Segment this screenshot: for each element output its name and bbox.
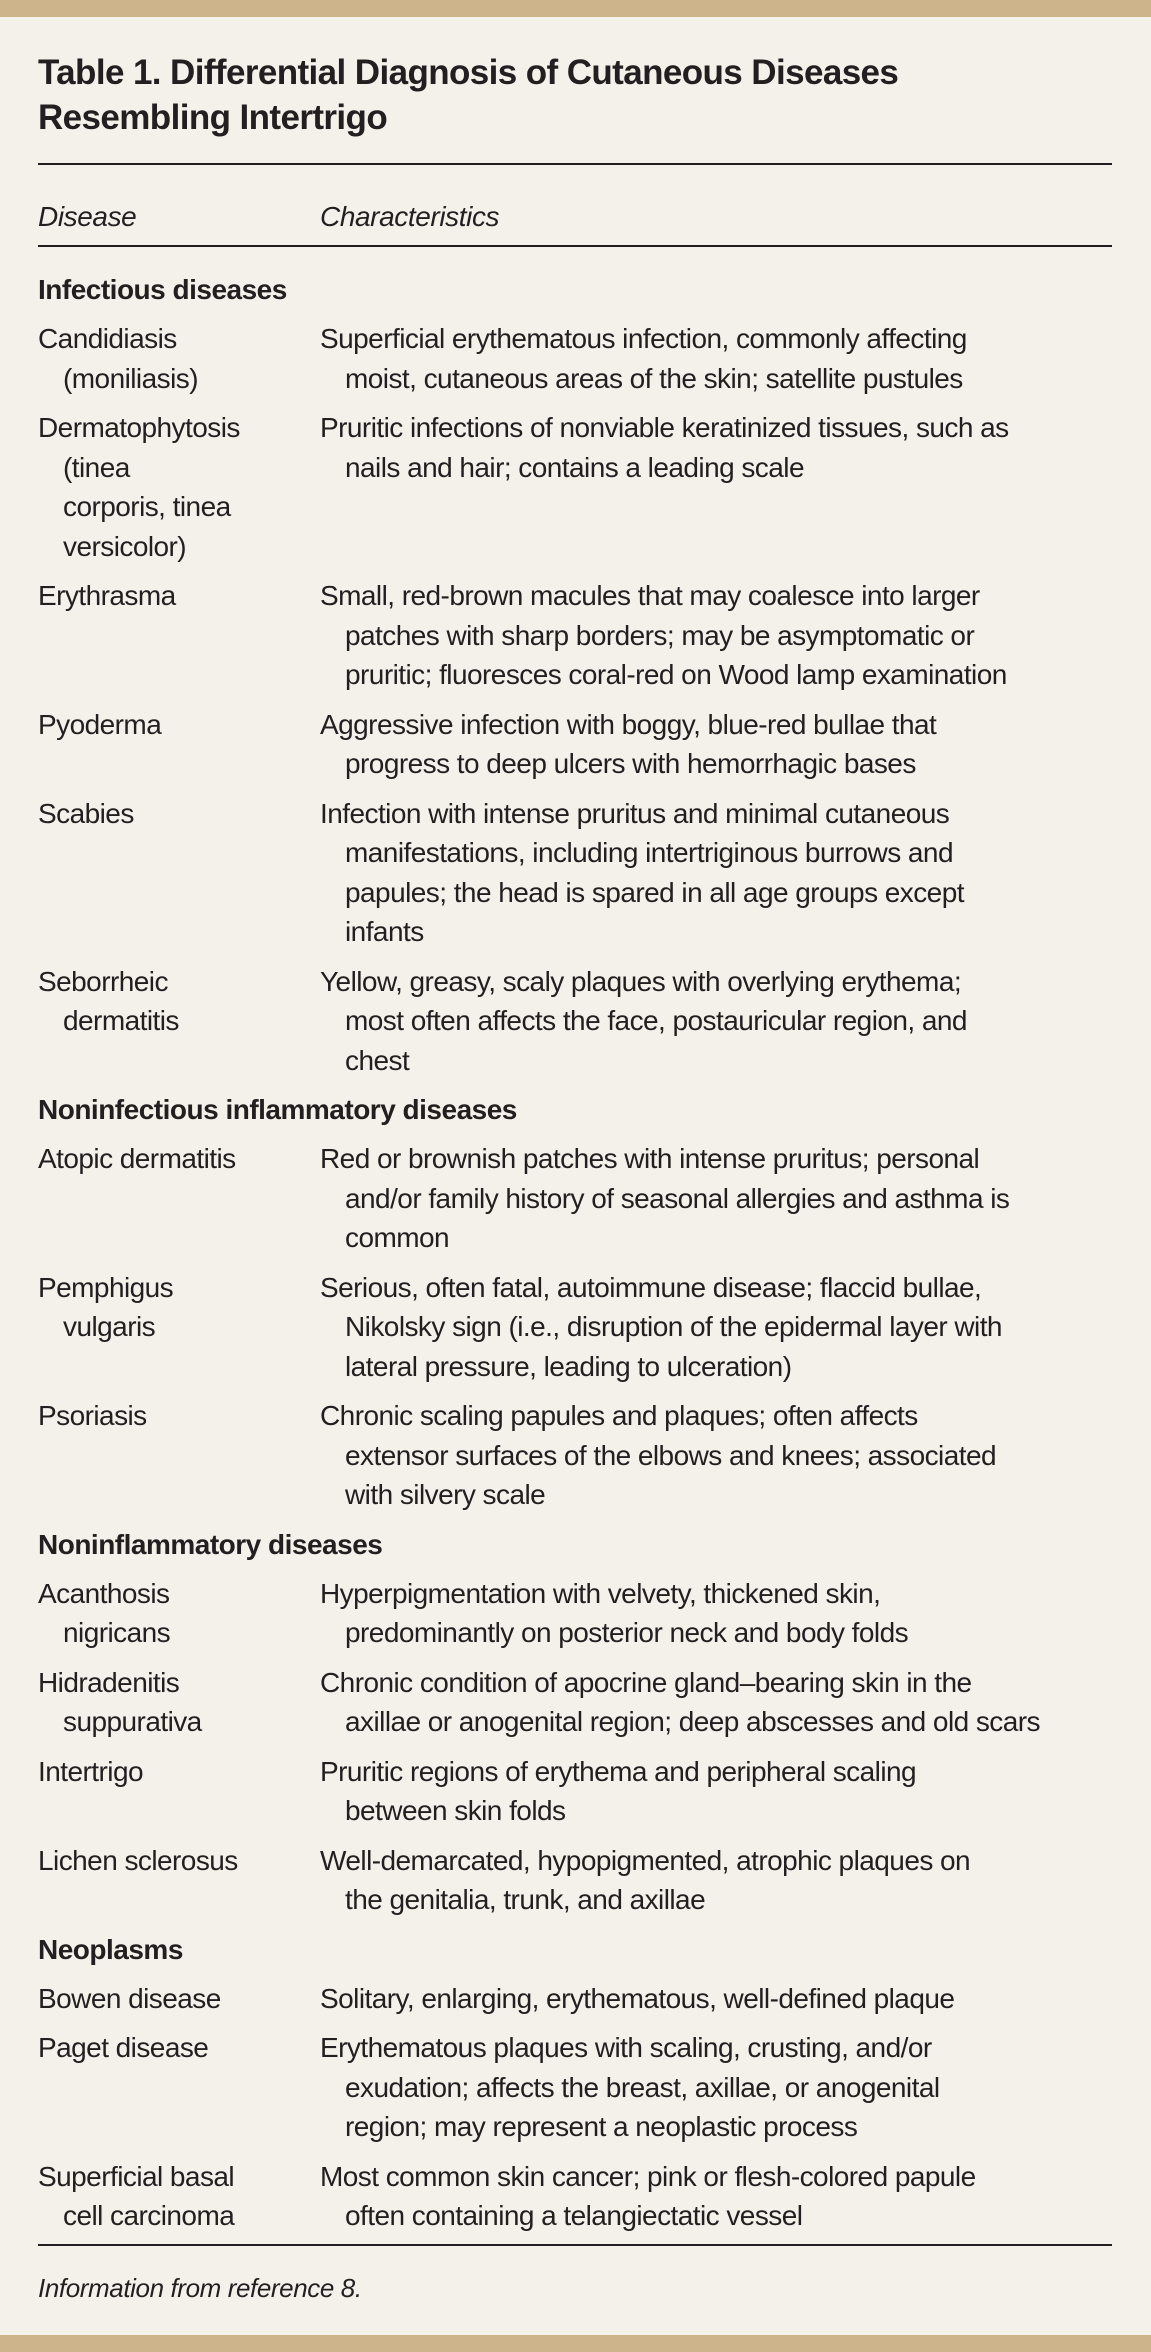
disease-cell-line: Atopic dermatitis [38, 1143, 236, 1174]
characteristics-cell [320, 319, 1112, 398]
section-heading: Noninfectious inflammatory diseases [38, 1094, 517, 1125]
table-footnote: Information from reference 8. [38, 2273, 362, 2303]
characteristics-cell-line: papules; the head is spared in all age groups except [345, 876, 964, 908]
characteristics-cell-line: pruritic; fluoresces coral-red on Wood lamp examination [345, 659, 1007, 690]
disease-cell [38, 1396, 320, 1515]
characteristics-cell-line: Most common skin cancer; pink or flesh-colored papule [320, 2160, 976, 2192]
disease-cell [38, 1979, 320, 2019]
section-heading: Infectious diseases [38, 274, 287, 305]
characteristics-cell-line: Aggressive infection with boggy, blue-red bullae that [320, 708, 937, 740]
disease-cell-line: suppurativa [63, 1706, 202, 1737]
characteristics-cell [320, 2028, 1112, 2147]
characteristics-cell [320, 1979, 1112, 2019]
disease-cell-line: Dermatophytosis [38, 412, 240, 443]
characteristics-cell-line: Well-demarcated, hypopigmented, atrophic plaques on [320, 1844, 971, 1876]
characteristics-cell-line: most often affects the face, postauricular region, and [345, 1005, 967, 1036]
disease-cell-line: Hidradenitis [38, 1666, 180, 1698]
table-row [38, 1139, 1112, 1258]
disease-cell-line: cell carcinoma [63, 2200, 235, 2231]
disease-cell-line: corporis, tinea [63, 491, 231, 522]
table-body [38, 270, 1112, 2246]
characteristics-cell [320, 705, 1112, 784]
disease-cell-line: (moniliasis) [63, 362, 198, 394]
bottom-decorative-band [0, 2335, 1151, 2352]
section-heading: Noninflammatory diseases [38, 1528, 383, 1560]
table-row [38, 1396, 1112, 1515]
disease-cell [38, 408, 320, 566]
header-rule [38, 245, 1112, 247]
characteristics-cell-line: Solitary, enlarging, erythematous, well-defined plaque [320, 1982, 955, 2014]
characteristics-cell-line: Small, red-brown macules that may coalesce into larger [320, 580, 980, 611]
disease-cell [38, 794, 320, 952]
table-row [38, 408, 1112, 566]
disease-cell [38, 962, 320, 1081]
disease-cell [38, 576, 320, 695]
top-decorative-band [0, 0, 1151, 17]
disease-cell [38, 2028, 320, 2147]
table-row [38, 1268, 1112, 1387]
disease-cell-line: Pyoderma [38, 708, 162, 740]
top-rule [38, 163, 1112, 165]
characteristics-cell-line: Yellow, greasy, scaly plaques with overlying erythema; [320, 965, 962, 997]
column-header-disease: Disease [38, 201, 137, 232]
section-heading: Neoplasms [38, 1933, 183, 1965]
characteristics-cell-line: Hyperpigmentation with velvety, thickened skin, [320, 1577, 881, 1609]
characteristics-cell-line: extensor surfaces of the elbows and knees; associated [345, 1439, 997, 1471]
characteristics-cell-line: axillae or anogenital region; deep abscesses and old scars [345, 1706, 1041, 1737]
characteristics-cell [320, 1752, 1112, 1831]
disease-cell [38, 1268, 320, 1387]
disease-cell-line: Candidiasis [38, 323, 177, 354]
disease-cell [38, 319, 320, 398]
characteristics-cell [320, 2157, 1112, 2236]
characteristics-cell [320, 1268, 1112, 1387]
characteristics-cell-line: between skin folds [345, 1795, 566, 1826]
characteristics-cell-line: moist, cutaneous areas of the skin; satellite pustules [345, 362, 963, 394]
characteristics-cell-line: Superficial erythematous infection, commonly affecting [320, 323, 967, 354]
disease-cell [38, 1663, 320, 1742]
disease-cell-line: Psoriasis [38, 1400, 147, 1431]
disease-cell [38, 1841, 320, 1920]
characteristics-cell-line: common [345, 1222, 450, 1253]
characteristics-cell-line: Red or brownish patches with intense pruritus; personal [320, 1143, 980, 1174]
characteristics-cell [320, 962, 1112, 1081]
disease-cell-line: Erythrasma [38, 580, 176, 611]
characteristics-cell [320, 1139, 1112, 1258]
characteristics-cell [320, 1574, 1112, 1653]
characteristics-cell-line: nails and hair; contains a leading scale [345, 451, 804, 483]
disease-cell-line: Lichen sclerosus [38, 1844, 238, 1876]
characteristics-cell-line: Chronic scaling papules and plaques; often affects [320, 1400, 918, 1431]
disease-cell-line: vulgaris [63, 1311, 156, 1342]
characteristics-cell-line: Nikolsky sign (i.e., disruption of the epidermal layer with [345, 1311, 1002, 1342]
characteristics-cell-line: lateral pressure, leading to ulceration) [345, 1350, 792, 1382]
disease-cell-line: versicolor) [63, 530, 187, 562]
disease-cell [38, 705, 320, 784]
characteristics-cell-line: chest [345, 1044, 410, 1076]
characteristics-cell-line: progress to deep ulcers with hemorrhagic bases [345, 748, 916, 779]
characteristics-cell [320, 1396, 1112, 1515]
disease-cell-line: (tinea [63, 451, 130, 483]
table-row [38, 576, 1112, 695]
table-row [38, 1979, 1112, 2019]
disease-cell-line: nigricans [63, 1617, 171, 1648]
table-row [38, 794, 1112, 952]
characteristics-cell-line: the genitalia, trunk, and axillae [345, 1884, 706, 1915]
disease-cell [38, 1139, 320, 1258]
disease-cell-line: Bowen disease [38, 1982, 221, 2014]
characteristics-cell-line: often containing a telangiectatic vessel [345, 2200, 803, 2231]
disease-cell-line: Paget disease [38, 2032, 209, 2063]
disease-cell [38, 1752, 320, 1831]
table-row [38, 319, 1112, 398]
bottom-rule [38, 2244, 1112, 2246]
table-row [38, 1752, 1112, 1831]
column-header-characteristics: Characteristics [320, 201, 500, 232]
disease-cell [38, 1574, 320, 1653]
characteristics-cell-line: exudation; affects the breast, axillae, or anogenital [345, 2071, 940, 2103]
disease-cell-line: Pemphigus [38, 1271, 174, 1303]
table-row [38, 1841, 1112, 1920]
disease-cell-line: dermatitis [63, 1005, 179, 1036]
characteristics-cell [320, 408, 1112, 566]
characteristics-cell-line: Pruritic infections of nonviable keratinized tissues, such as [320, 412, 1009, 443]
characteristics-cell [320, 794, 1112, 952]
characteristics-cell-line: predominantly on posterior neck and body folds [345, 1617, 909, 1648]
table-row [38, 1663, 1112, 1742]
characteristics-cell-line: region; may represent a neoplastic process [345, 2111, 858, 2142]
characteristics-cell-line: infants [345, 916, 424, 947]
disease-cell-line: Seborrheic [38, 965, 168, 997]
table-row [38, 705, 1112, 784]
characteristics-cell [320, 1841, 1112, 1920]
characteristics-cell-line: Erythematous plaques with scaling, crusting, and/or [320, 2032, 932, 2063]
table-row [38, 1574, 1112, 1653]
characteristics-cell-line: manifestations, including intertriginous burrows and [345, 837, 953, 868]
table-row [38, 2157, 1112, 2236]
characteristics-cell-line: Chronic condition of apocrine gland–bearing skin in the [320, 1666, 972, 1698]
characteristics-cell [320, 1663, 1112, 1742]
table-row [38, 962, 1112, 1081]
characteristics-cell-line: patches with sharp borders; may be asymptomatic or [345, 619, 975, 651]
characteristics-cell-line: Serious, often fatal, autoimmune disease; flaccid bullae, [320, 1271, 982, 1303]
table-title [38, 50, 1112, 140]
characteristics-cell-line: Pruritic regions of erythema and peripheral scaling [320, 1755, 917, 1787]
characteristics-cell-line: with silvery scale [345, 1479, 546, 1510]
disease-cell-line: Intertrigo [38, 1755, 143, 1787]
disease-cell-line: Scabies [38, 797, 134, 829]
disease-cell-line: Superficial basal [38, 2160, 235, 2192]
disease-cell [38, 2157, 320, 2236]
characteristics-cell-line: and/or family history of seasonal allergies and asthma is [345, 1182, 1010, 1214]
table-title-line: Table 1. Differential Diagnosis of Cutaneous Diseases [38, 53, 899, 92]
table-row [38, 2028, 1112, 2147]
characteristics-cell-line: Infection with intense pruritus and minimal cutaneous [320, 797, 950, 829]
disease-cell-line: Acanthosis [38, 1577, 170, 1609]
characteristics-cell [320, 576, 1112, 695]
table-title-line: Resembling Intertrigo [38, 98, 388, 137]
